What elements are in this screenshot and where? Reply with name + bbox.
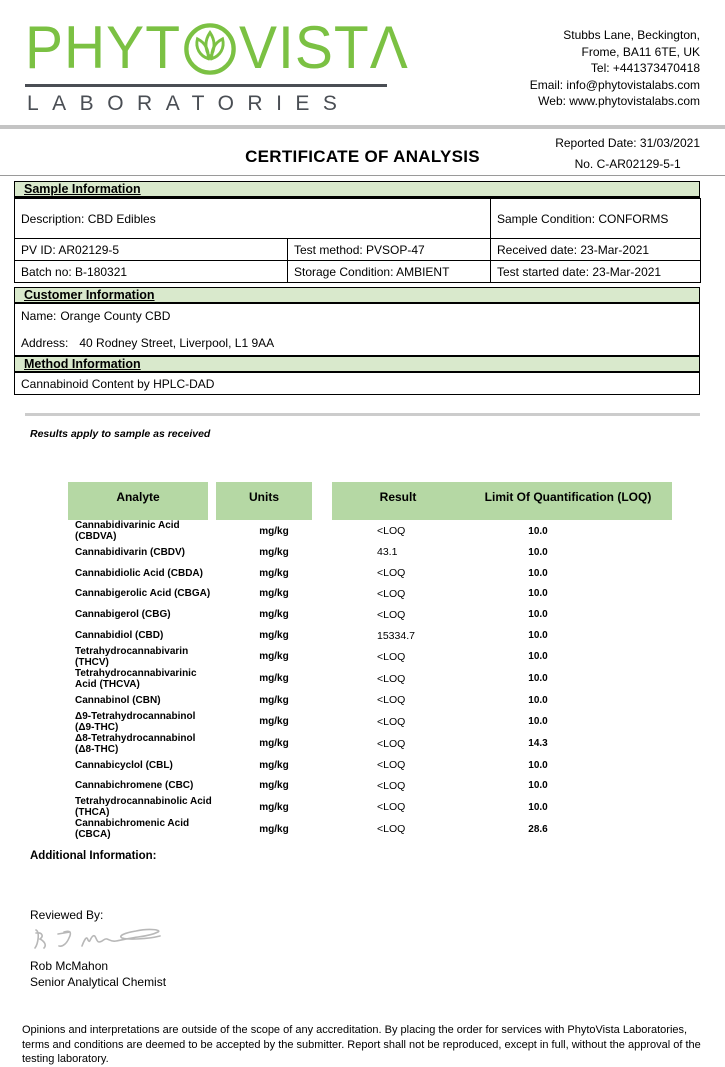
table-row	[68, 818, 672, 840]
customer-address-row	[21, 336, 699, 350]
table-row	[68, 520, 672, 542]
table-row	[68, 584, 672, 605]
reviewed-by-label: Reviewed By:	[30, 908, 104, 923]
test-started-date: Test started date: 23-Mar-2021	[491, 261, 701, 283]
analyte-cell: Cannabidiol (CBD)	[75, 630, 164, 642]
table-row	[68, 563, 672, 584]
units-cell: mg/kg	[259, 567, 289, 579]
page-title: CERTIFICATE OF ANALYSIS	[245, 147, 480, 166]
analyte-cell: Cannabidivarinic Acid (CBDVA)	[75, 520, 180, 542]
table-row	[68, 796, 672, 818]
column-header-result: Result	[332, 482, 464, 520]
contact-email: Email: info@phytovistalabs.com	[529, 77, 700, 92]
analyte-cell: Δ8-Tetrahydrocannabinol (Δ8-THC)	[75, 732, 196, 755]
pv-id: PV ID: AR02129-5	[15, 239, 288, 261]
units-cell: mg/kg	[259, 694, 289, 706]
analyte-cell: Cannabigerol (CBG)	[75, 609, 171, 621]
loq-cell: 10.0	[528, 716, 548, 728]
contact-tel: Tel: +441373470418	[590, 61, 700, 75]
table-row	[68, 755, 672, 776]
sample-information-header: Sample Information	[14, 181, 700, 198]
reported-date: Reported Date: 31/03/2021	[555, 136, 700, 150]
units-cell: mg/kg	[259, 738, 289, 750]
units-cell: mg/kg	[259, 759, 289, 771]
brand-subtitle: LABORATORIES	[27, 92, 351, 115]
table-row	[68, 711, 672, 733]
analyte-cell: Δ9-Tetrahydrocannabinol (Δ9-THC)	[75, 710, 196, 733]
contact-web: Web: www.phytovistalabs.com	[538, 94, 700, 108]
table-row	[68, 733, 672, 755]
reviewer-name: Rob McMahon	[30, 959, 109, 974]
footer-disclaimer: Opinions and interpretations are outside of the scope of any accreditation. By placing the order for services with PhytoVista Laboratories, terms and conditions are deemed to be accepted by the submitter. Report shall not be reproduced, except in full, without the approval of the testing laboratory.	[22, 1024, 701, 1066]
customer-name-value: Orange County CBD	[60, 309, 171, 323]
page-header	[0, 0, 725, 116]
table-row	[68, 542, 672, 563]
batch-no: Batch no: B-180321	[15, 261, 288, 283]
analyte-cell: Cannabichromenic Acid (CBCA)	[75, 818, 190, 841]
column-header-loq: Limit Of Quantification (LOQ)	[464, 482, 672, 520]
units-cell: mg/kg	[259, 651, 289, 663]
units-cell: mg/kg	[259, 823, 289, 835]
loq-cell: 10.0	[528, 546, 548, 558]
received-date: Received date: 23-Mar-2021	[491, 239, 701, 261]
brand-text-right: VIST	[239, 14, 370, 82]
title-divider	[0, 175, 725, 176]
sample-information-table	[14, 198, 701, 283]
loq-cell: 10.0	[528, 588, 548, 600]
loq-cell: 10.0	[528, 609, 548, 621]
table-row	[68, 668, 672, 690]
test-method: Test method: PVSOP-47	[288, 239, 491, 261]
info-sections	[14, 181, 700, 395]
loq-cell: 14.3	[528, 738, 548, 750]
loq-cell: 10.0	[528, 630, 548, 642]
additional-information-label: Additional Information:	[30, 850, 157, 863]
contact-address-line1: Stubbs Lane, Beckington,	[563, 28, 700, 42]
units-cell: mg/kg	[259, 716, 289, 728]
results-divider	[25, 413, 700, 416]
table-row	[68, 690, 672, 711]
method-information-box: Cannabinoid Content by HPLC-DAD	[14, 373, 700, 395]
units-cell: mg/kg	[259, 546, 289, 558]
loq-cell: 10.0	[528, 673, 548, 685]
units-cell: mg/kg	[259, 588, 289, 600]
result-cell: <LOQ	[377, 672, 406, 685]
report-meta	[555, 136, 700, 171]
brand-wordmark	[25, 14, 409, 82]
units-cell: mg/kg	[259, 801, 289, 813]
result-cell: <LOQ	[377, 823, 406, 836]
brand-underline	[25, 84, 387, 87]
result-cell: 43.1	[377, 546, 398, 559]
loq-cell: 10.0	[528, 651, 548, 663]
loq-cell: 10.0	[528, 567, 548, 579]
analyte-cell: Tetrahydrocannabivarinic Acid (THCVA)	[75, 667, 197, 690]
result-cell: <LOQ	[377, 650, 406, 663]
result-cell: <LOQ	[377, 567, 406, 580]
analyte-cell: Tetrahydrocannabivarin (THCV)	[75, 645, 189, 668]
results-header-row	[68, 482, 672, 520]
title-area	[0, 129, 725, 175]
customer-name-label: Name:	[21, 309, 57, 323]
sample-condition: Sample Condition: CONFORMS	[491, 199, 701, 239]
sample-description: Description: CBD Edibles	[15, 199, 491, 239]
loq-cell: 10.0	[528, 694, 548, 706]
analyte-cell: Cannabidivarin (CBDV)	[75, 546, 186, 558]
result-cell: <LOQ	[377, 801, 406, 814]
certificate-number: No. C-AR02129-5-1	[574, 157, 681, 171]
reviewer-title: Senior Analytical Chemist	[30, 975, 167, 990]
results-table	[68, 482, 672, 840]
lab-contact-info	[530, 20, 700, 116]
loq-cell: 10.0	[528, 801, 548, 813]
table-row	[68, 776, 672, 797]
results-table-body	[68, 520, 672, 840]
customer-address-value: 40 Rodney Street, Liverpool, L1 9AA	[79, 336, 275, 350]
phytovista-logo	[25, 14, 409, 116]
result-cell: <LOQ	[377, 715, 406, 728]
brand-text-left: PHYT	[25, 14, 182, 82]
storage-condition: Storage Condition: AMBIENT	[288, 261, 491, 283]
analyte-cell: Cannabidiolic Acid (CBDA)	[75, 567, 203, 579]
brand-text-a: Λ	[369, 14, 409, 82]
result-cell: <LOQ	[377, 779, 406, 792]
results-note: Results apply to sample as received	[30, 428, 211, 440]
column-header-analyte: Analyte	[68, 482, 216, 520]
units-cell: mg/kg	[259, 673, 289, 685]
customer-address-label: Address:	[21, 336, 69, 350]
column-header-units: Units	[216, 482, 332, 520]
table-row	[68, 604, 672, 625]
reviewer-signature	[30, 924, 725, 959]
result-cell: <LOQ	[377, 694, 406, 707]
leaf-circle-icon	[183, 22, 237, 76]
units-cell: mg/kg	[259, 780, 289, 792]
analyte-cell: Cannabinol (CBN)	[75, 694, 161, 706]
loq-cell: 10.0	[528, 759, 548, 771]
customer-information-header: Customer Information	[14, 287, 700, 304]
customer-name-row	[21, 309, 699, 323]
result-cell: <LOQ	[377, 587, 406, 600]
loq-cell: 28.6	[528, 823, 548, 835]
result-cell: <LOQ	[377, 737, 406, 750]
table-row	[15, 239, 701, 261]
analyte-cell: Cannabichromene (CBC)	[75, 780, 194, 792]
result-cell: <LOQ	[377, 759, 406, 772]
loq-cell: 10.0	[528, 780, 548, 792]
table-row	[68, 625, 672, 646]
result-cell: 15334.7	[377, 629, 415, 642]
units-cell: mg/kg	[259, 609, 289, 621]
analyte-cell: Tetrahydrocannabinolic Acid (THCA)	[75, 796, 212, 819]
contact-address-line2: Frome, BA11 6TE, UK	[581, 44, 700, 59]
loq-cell: 10.0	[528, 525, 548, 537]
table-row	[68, 646, 672, 668]
customer-information-box	[14, 304, 700, 356]
table-row	[15, 261, 701, 283]
table-row	[15, 199, 701, 239]
result-cell: <LOQ	[377, 608, 406, 621]
units-cell: mg/kg	[259, 525, 289, 537]
method-information-header: Method Information	[14, 356, 700, 373]
analyte-cell: Cannabigerolic Acid (CBGA)	[75, 588, 211, 600]
analyte-cell: Cannabicyclol (CBL)	[75, 759, 173, 771]
result-cell: <LOQ	[377, 525, 406, 537]
units-cell: mg/kg	[259, 630, 289, 642]
